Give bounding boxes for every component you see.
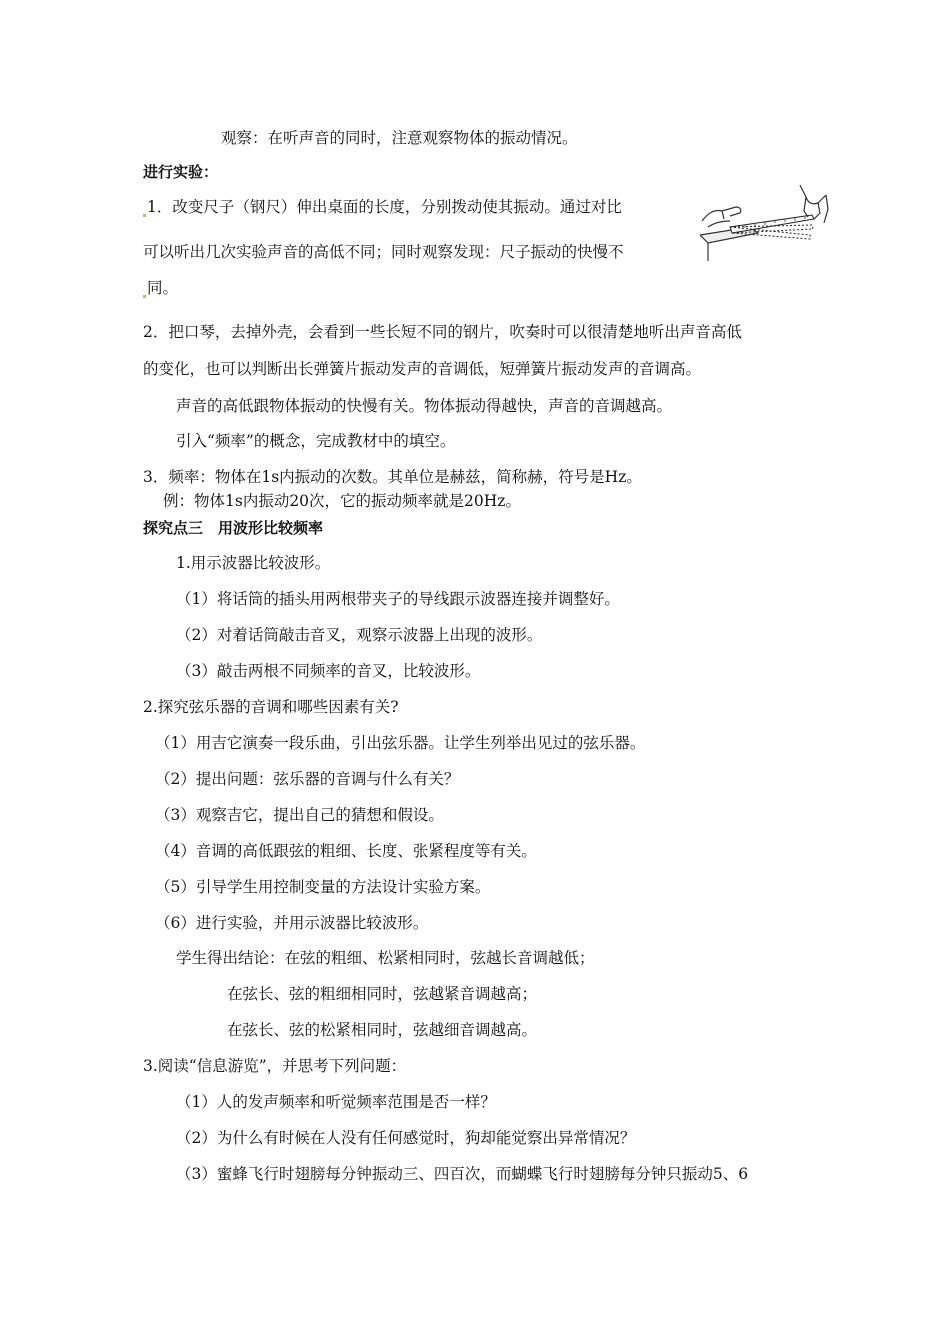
exp1-line-a (143, 197, 622, 217)
exp1-text-c: 同。 (147, 279, 179, 297)
edit-mark (143, 214, 146, 217)
string-step-3: （3）观察吉它，提出自己的猜想和假设。 (155, 806, 444, 824)
exp1-text-a: 1．改变尺子（钢尺）伸出桌面的长度，分别拨动使其振动。通过对比 (147, 198, 622, 216)
exp1-line-c (143, 278, 178, 298)
observe-line: 观察：在听声音的同时，注意观察物体的振动情况。 (221, 129, 578, 147)
conclusion-2: 在弦长、弦的粗细相同时，弦越紧音调越高； (227, 985, 538, 1003)
edit-mark (143, 295, 146, 298)
intro-frequency-line: 引入“频率”的概念，完成教材中的填空。 (176, 432, 456, 450)
conclusion-1: 学生得出结论：在弦的粗细、松紧相同时，弦越长音调越低； (176, 949, 595, 967)
question-2: （2）为什么有时候在人没有任何感觉时，狗却能觉察出异常情况？ (176, 1129, 636, 1147)
oscilloscope-title: 1.用示波器比较波形。 (176, 554, 331, 572)
pitch-speed-line: 声音的高低跟物体振动的快慢有关。物体振动得越快，声音的音调越高。 (176, 397, 673, 415)
string-step-4: （4）音调的高低跟弦的粗细、长度、张紧程度等有关。 (155, 842, 537, 860)
question-3: （3）蜜蜂飞行时翅膀每分钟振动三、四百次，而蝴蝶飞行时翅膀每分钟只振动5、6 (176, 1165, 749, 1183)
exp1-line-b: 可以听出几次实验声音的高低不同；同时观察发现：尺子振动的快慢不 (143, 243, 624, 261)
string-step-2: （2）提出问题：弦乐器的音调与什么有关？ (155, 770, 460, 788)
ruler-experiment-illustration (700, 183, 830, 263)
question-1: （1）人的发声频率和听觉频率范围是否一样？ (176, 1093, 496, 1111)
experiment-heading: 进行实验： (143, 163, 219, 181)
section3-heading: 探究点三 用波形比较频率 (143, 519, 324, 537)
frequency-definition: 3．频率：物体在1s内振动的次数。其单位是赫兹，简称赫，符号是Hz。 (143, 468, 642, 486)
frequency-example: 例：物体1s内振动20次，它的振动频率就是20Hz。 (163, 492, 521, 510)
string-step-6: （6）进行实验，并用示波器比较波形。 (155, 914, 429, 932)
oscilloscope-step-3: （3）敲击两根不同频率的音叉，比较波形。 (176, 662, 481, 680)
string-step-5: （5）引导学生用控制变量的方法设计实验方案。 (155, 878, 491, 896)
string-instrument-title: 2.探究弦乐器的音调和哪些因素有关? (143, 698, 399, 716)
exp2-line-a: 2．把口琴，去掉外壳，会看到一些长短不同的钢片，吹奏时可以很清楚地听出声音高低 (143, 323, 742, 341)
hand-left-icon (702, 207, 741, 227)
oscilloscope-step-1: （1）将话筒的插头用两根带夹子的导线跟示波器连接并调整好。 (176, 590, 620, 608)
string-step-1: （1）用吉它演奏一段乐曲，引出弦乐器。让学生列举出见过的弦乐器。 (155, 734, 646, 752)
oscilloscope-step-2: （2）对着话筒敲击音叉，观察示波器上出现的波形。 (176, 626, 543, 644)
conclusion-3: 在弦长、弦的松紧相同时，弦越细音调越高。 (227, 1021, 538, 1039)
exp2-line-b: 的变化，也可以判断出长弹簧片振动发声的音调低，短弹簧片振动发声的音调高。 (143, 360, 702, 378)
reading-title: 3.阅读“信息游览”，并思考下列问题： (143, 1057, 407, 1075)
